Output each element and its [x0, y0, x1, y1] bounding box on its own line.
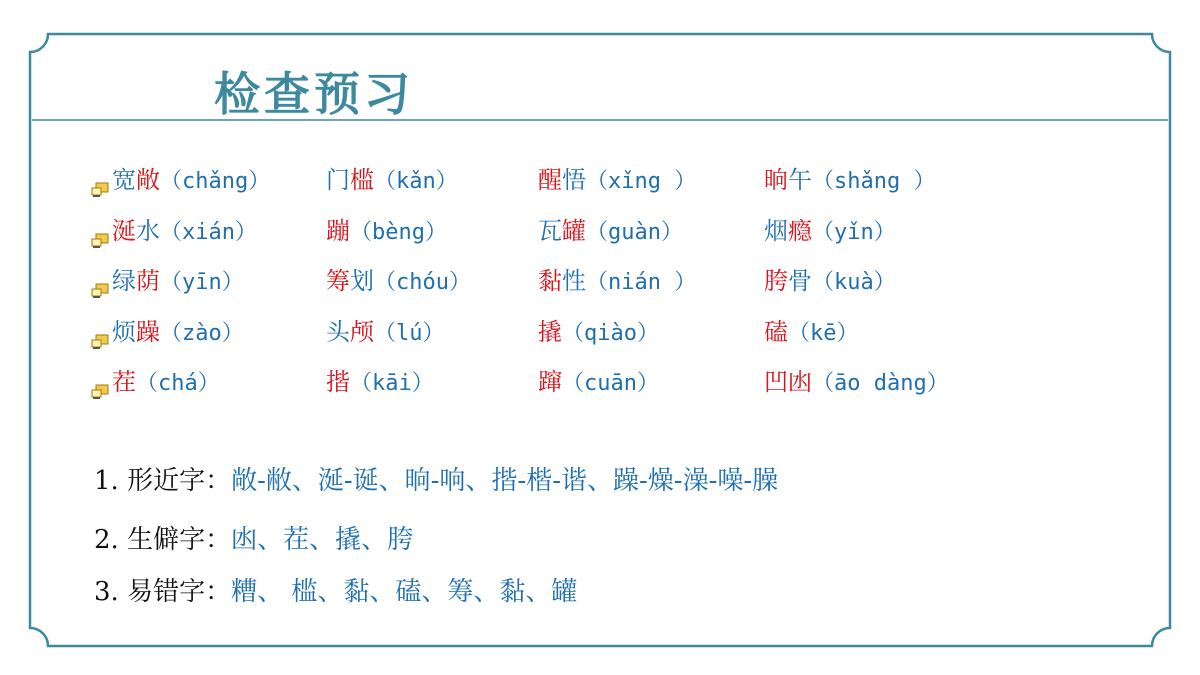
vocab-char: 水 [136, 217, 160, 245]
note-label: 3. 易错字： [94, 577, 232, 607]
vocab-char: 敞 [136, 166, 160, 194]
vocab-row [90, 365, 1090, 399]
vocab-entry [326, 365, 434, 401]
bullet-icon [90, 173, 110, 189]
vocab-char: 划 [350, 267, 374, 295]
vocab-char: 门 [326, 166, 350, 194]
vocab-char: 烟 [764, 217, 788, 245]
vocab-char: 胯 [764, 267, 788, 295]
vocab-char: 烦 [112, 318, 136, 346]
note-row [94, 522, 413, 558]
vocab-char: 性 [562, 267, 586, 295]
vocab-entry [764, 163, 935, 199]
vocab-pinyin: （kē） [788, 321, 859, 346]
vocab-pinyin: （zào） [160, 321, 244, 346]
vocab-pinyin: （xián） [160, 220, 257, 245]
vocab-char: 颅 [350, 318, 374, 346]
vocab-row [90, 214, 1090, 248]
vocab-entry [764, 214, 896, 250]
vocab-entry [764, 315, 859, 351]
vocab-char: 撬 [538, 318, 562, 346]
vocab-char: 晌 [764, 166, 788, 194]
vocab-char: 揩 [326, 368, 350, 396]
note-value: 糟、 槛、黏、磕、筹、黏、罐 [231, 577, 578, 607]
vocab-char: 筹 [326, 267, 350, 295]
vocab-entry [326, 315, 445, 351]
vocab-char: 涎 [112, 217, 136, 245]
vocab-pinyin: （qiào） [562, 321, 659, 346]
vocab-char: 绿 [112, 267, 136, 295]
vocab-pinyin: （yǐn） [812, 220, 896, 245]
vocab-char: 槛 [350, 166, 374, 194]
vocab-entry [538, 264, 696, 300]
vocab-char: 骨 [788, 267, 812, 295]
vocab-char: 头 [326, 318, 350, 346]
vocab-char: 黏 [538, 267, 562, 295]
page-title: 检查预习 [214, 67, 414, 121]
vocab-pinyin: （kuà） [812, 270, 896, 295]
vocab-char: 茬 [112, 368, 136, 396]
bullet-icon [90, 274, 110, 290]
vocab-pinyin: （chǎng） [160, 169, 271, 194]
vocab-char: 瓦 [538, 217, 562, 245]
vocab-char: 蹦 [326, 217, 350, 245]
vocab-row [90, 264, 1090, 298]
vocab-entry [764, 264, 896, 300]
vocab-pinyin: （chá） [136, 371, 220, 396]
vocab-pinyin: （xǐng ） [586, 169, 697, 194]
vocab-entry [90, 163, 270, 199]
note-value: 敞-敝、涎-诞、晌-响、揩-楷-谐、躁-燥-澡-噪-臊 [231, 466, 779, 496]
vocab-pinyin: （āo dàng） [812, 371, 949, 396]
vocab-pinyin: （bèng） [350, 220, 447, 245]
vocab-char: 凹凼 [764, 368, 812, 396]
vocab-entry [90, 365, 220, 401]
vocab-entry [326, 264, 471, 300]
vocab-entry [326, 214, 447, 250]
vocab-pinyin: （kǎn） [374, 169, 458, 194]
vocab-char: 罐 [562, 217, 586, 245]
vocab-pinyin: （chóu） [374, 270, 471, 295]
vocab-entry [538, 315, 659, 351]
note-label: 1. 形近字： [94, 466, 232, 496]
vocab-entry [538, 214, 683, 250]
vocab-char: 午 [788, 166, 812, 194]
vocab-entry [538, 163, 696, 199]
vocab-char: 宽 [112, 166, 136, 194]
vocab-entry [764, 365, 949, 401]
vocab-char: 躁 [136, 318, 160, 346]
vocab-entry [90, 315, 244, 351]
vocab-pinyin: （shǎng ） [812, 169, 936, 194]
bullet-icon [90, 224, 110, 240]
vocab-char: 荫 [136, 267, 160, 295]
vocab-row [90, 163, 1090, 197]
vocab-char: 磕 [764, 318, 788, 346]
vocab-pinyin: （lú） [374, 321, 445, 346]
vocab-pinyin: （kāi） [350, 371, 434, 396]
vocab-pinyin: （cuān） [562, 371, 659, 396]
vocab-entry [538, 365, 659, 401]
note-row [94, 463, 778, 499]
vocab-char: 瘾 [788, 217, 812, 245]
vocab-pinyin: （yīn） [160, 270, 244, 295]
note-value: 凼、茬、撬、胯 [231, 525, 414, 555]
bullet-icon [90, 325, 110, 341]
vocab-entry [90, 264, 244, 300]
vocab-row [90, 315, 1090, 349]
vocab-entry [326, 163, 458, 199]
vocab-entry [90, 214, 257, 250]
note-label: 2. 生僻字： [94, 525, 232, 555]
vocab-char: 醒 [538, 166, 562, 194]
note-row [94, 574, 577, 610]
vocab-pinyin: （guàn） [586, 220, 683, 245]
vocab-char: 蹿 [538, 368, 562, 396]
bullet-icon [90, 375, 110, 391]
vocab-char: 悟 [562, 166, 586, 194]
vocab-pinyin: （nián ） [586, 270, 697, 295]
